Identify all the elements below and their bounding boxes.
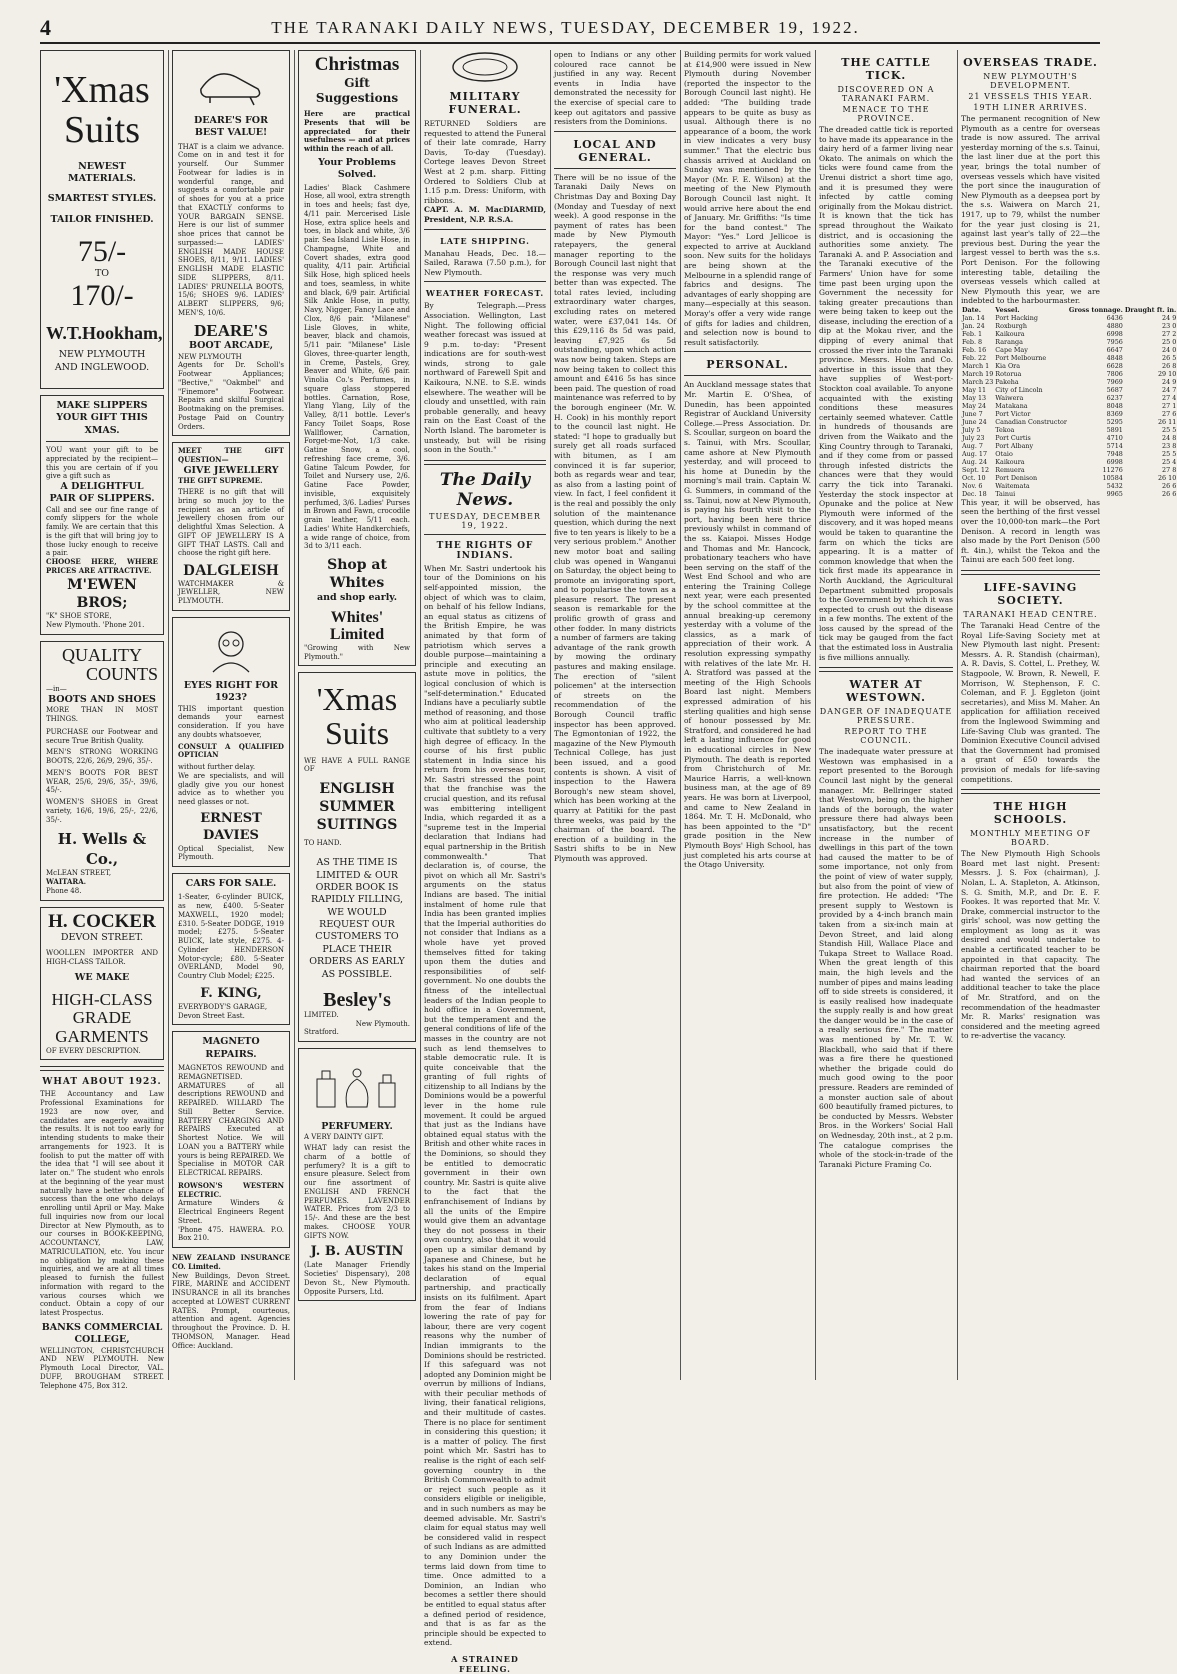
table-cell: Rotorua — [995, 369, 1022, 378]
table-row — [961, 330, 1177, 338]
table-cell: May 11 — [962, 385, 987, 394]
article-headline: WATER AT WESTOWN. — [846, 678, 926, 705]
table-cell: Remuera — [995, 465, 1025, 474]
table-row — [961, 458, 1177, 466]
ad-body: MEN'S STRONG WORKING BOOTS, 22/6, 26/9, 29/6, 35/-. — [46, 748, 158, 766]
table-cell: Port Denison — [995, 473, 1038, 482]
ad-shop-name: J. B. AUSTIN — [310, 1244, 404, 1260]
table-cell: 5432 — [1106, 481, 1123, 490]
table-cell: 4880 — [1106, 321, 1123, 330]
ad-line: TAILOR FINISHED. — [50, 213, 154, 225]
table-row — [961, 402, 1177, 410]
ad-headline: MAKE SLIPPERS YOUR GIFT THIS XMAS. — [56, 399, 148, 436]
table-cell: 26 11 — [1157, 417, 1177, 426]
article-headline: LATE SHIPPING. — [440, 235, 530, 246]
table-cell: 24 9 — [1162, 313, 1177, 322]
ad-line: SMARTEST STYLES. — [47, 193, 157, 205]
ad-line: WE HAVE A FULL RANGE OF — [304, 756, 410, 774]
ad-dalgleish — [172, 442, 290, 610]
table-cell: 27 2 — [1162, 329, 1177, 338]
table-row — [961, 386, 1177, 394]
table-row — [961, 378, 1177, 386]
ad-shop-name: BANKS COMMERCIAL COLLEGE, — [41, 1321, 163, 1346]
ad-shop-name: ROWSON'S WESTERN ELECTRIC. — [178, 1180, 284, 1199]
price-to: 170/- — [70, 279, 134, 312]
ad-austin — [298, 1048, 416, 1301]
table-cell: Port Curtis — [995, 433, 1031, 442]
article-headline: MILITARY FUNERAL. — [448, 90, 522, 116]
table-cell: May 13 — [962, 393, 987, 402]
table-cell: 24 0 — [1162, 345, 1177, 354]
ad-shop-name: NEW ZEALAND INSURANCE CO. Limited. — [172, 1253, 290, 1271]
column-rule — [815, 50, 816, 1380]
ad-headline: Suits — [63, 108, 141, 151]
article-headline: THE CATTLE TICK. — [841, 56, 931, 82]
table-cell: 7956 — [1106, 337, 1123, 346]
ad-line: DEVON STREET. — [60, 932, 144, 944]
ad-body: WOMEN'S SHOES in Great variety, 16/6, 19/6, 25/-, 22/6, 35/-. — [46, 798, 158, 824]
ad-location: NEW PLYMOUTH — [58, 349, 146, 361]
article-body: There will be no issue of the Taranaki Daily News on Christmas Day and Boxing Day (Monday and Tuesday of next week). A good response in the payment of rates has been made by New Plymouth ratepayers, the general manager reporting to the Borough Council last night that the response was very much better than was expected. The total rates levied, including extraordinary water charges, excluding rates on metered water, were £37,041 14s. Of this £29,116 8s 5d was paid, leaving £7,925 6s 5d outstanding, upon which action was now being taken. Steps are now being taken to collect this amount and £416 5s has since been paid. The question of road maintenance was referred to by the borough engineer (Mr. W. H. Cook) in his monthly report to the council last night. He stated: "I hope to gradually but surely get all roads surfaced with bitumen, as I am convinced it is far superior, both as regards wear and tear, as also from a lasting point of view. In fact, I feel confident it is the real and possibly the only solution of the maintenance question, which during the next five to ten years is likely to be a very serious problem." Another new motor boat and sailing club was opened in Wanganui on Saturday, the object being to promote an invigorating sport, and to popularise the town as a pleasure resort. The present season is remarkable for the prolific growth of grass and other fodder. In many districts a number of farmers are taking advantage of the rank growth by mowing the ordinary pastures and making ensilage. The erection of "silent policemen" at the intersection of streets on the recommendation of the Borough Council traffic inspector has been approved. The Egmontonian of 1922, the magazine of the New Plymouth Technical College, has just been issued, and a good contents is shown. A visit of inspection to the Hawera Borough's new steam shovel, which has been working at the quarry at Patitiki for the past three weeks, was paid by the chairman of the board. The erection of a building in the Sastri shifts to be in New Plymouth was approved. — [554, 172, 676, 863]
article-headline: OVERSEAS TRADE. — [963, 56, 1098, 69]
article-body: When Mr. Sastri undertook his tour of the Dominions on his self-appointed mission, the object of which was to claim, on behalf of his fellow Indians, an equal status as citizens of the British Empire, he was animated by that form of patriotism which serves a double purpose—maintaining a principle and executing an astute move in politics, the logical conclusion of which is "self-determination." Educated Indians have a peculiarly subtle method of reasoning, and those who aim at political leadership cultivate that subtlety to a very high degree of efficacy. In the course of his first public statement in India since his return from his overseas tour, Mr. Sastri stressed the point that the franchise was the crucial question, and its refusal was embittering intelligent India, which regarded it as a "supreme test in the Imperial declaration that Indians had equal partnership in the British commonwealth." That declaration is, of course, the pivot on which all Mr. Sastri's arguments on the status Indians are based. The initial instalment of home rule that India has been granted implies that the Imperial authorities do not consider that Indians as a whole have yet proved themselves fitted for taking upon them the duties and responsibilities of self-government. No one doubts the fitness of the intellectual leaders of the Indian people to hold office in a Government, but the temperament and the general conditions of life of the masses in the country are not such as lend themselves to stable democratic rule. It is quite conceivable that the granting of full rights of citizenship to all Indians by the Dominions would be a powerful lever in the home rule movement. It could be argued that just as the Indians have obtained equal status with the British and other white races in the Dominions, so should they be entitled to democratic government in their own country. Mr. Sastri is quite alive to the fact that the enfranchisement of Indians by all the units of the Empire would give them an advantage they do not possess in their own country, also that it would open up a similar demand by Japanese and Chinese, but he takes his stand on the Imperial declaration of equal partnership, and practically insists on its fulfilment. Apart from the fear of Indians lowering the rate of pay for labour, there are very cogent reasons why the number of Indian immigrants to the Dominions should be restricted. If this safeguard was not adopted any Dominion might be overrun by millions of Indians, with their peculiar methods of living, their fanatical religions, and their multitude of castes. There is no place for sentiment in considering this question; it is a matter of policy. The first point which Mr. Sastri has to realise is the right of each self-governing country in the British Commonwealth to admit or reject such people as it considers eligible or ineligible, and in such numbers as may be deemed advisable. Mr. Sastri's claim for equal status may well be considered valid in respect of such Indians as are admitted to any Dominion under the terms laid down from time to time. Once admitted to a Dominion, an Indian who becomes a settler there should be entitled to equal status after a defined period of residence, and that is as far as the principle should be expected to extend. — [424, 563, 546, 1648]
article-subheadline: 21 VESSELS THIS YEAR. — [968, 92, 1093, 101]
article-body: The New Plymouth High Schools Board met last night. Present: Messrs. J. S. Fox (chairman), J. Nolan, L. A. Stapleton, A. Atkinson, S. G. Smith, M.P., and Dr. E. F. Fookes. It was reported that Mr. V. Drake, commercial instructor to the girls' school, was now getting the employment as long as it was desired and would undertake to enable a certificated teacher to be appointed in that capacity. The chairman reported that the board had wanted the services of an additional teacher to take the place of Mr. Stratford, and on the recommendation of the headmaster Mr. R. Marks' resignation was considered and the meeting agreed to re-advertise the vacancy. — [961, 849, 1100, 1041]
table-cell: Matakana — [995, 401, 1028, 410]
table-cell: Feb. 16 — [962, 345, 987, 354]
ad-line: New Plymouth. — [355, 1019, 410, 1028]
ad-body: Agents for Dr. Scholl's Footwear Appliances; "Bective," "Oakmbel" and "Finemore" Footwear. Repairs and skilful Surgical Bootmaking on the premises. Postage Paid on Country Orders. — [178, 361, 284, 431]
table-row — [961, 434, 1177, 442]
ad-headline: MEET THE GIFT QUESTION— — [178, 446, 284, 465]
table-row — [961, 474, 1177, 482]
ad-line: McLEAN STREET, — [46, 869, 112, 878]
ad-rowson — [172, 1031, 290, 1248]
ad-headline: EYES RIGHT FOR 1923? — [183, 679, 279, 704]
table-cell: March 1 — [962, 361, 990, 370]
table-cell: 9965 — [1106, 489, 1123, 498]
table-header-cell: Gross tonnage. — [1068, 305, 1123, 314]
table-cell: 4710 — [1106, 433, 1123, 442]
table-cell: 23 0 — [1162, 321, 1177, 330]
table-cell: 8369 — [1106, 409, 1123, 418]
table-cell: 26 6 — [1162, 489, 1177, 498]
ad-headline: BEST VALUE! — [194, 127, 268, 139]
table-row — [961, 482, 1177, 490]
table-cell: 7969 — [1106, 377, 1123, 386]
table-cell: 6647 — [1106, 345, 1123, 354]
ad-line: "K" SHOE STORE, — [46, 612, 112, 621]
page-number: 4 — [40, 15, 51, 40]
ad-body: WELLINGTON, CHRISTCHURCH AND NEW PLYMOUTH. New Plymouth Local Director, VAL. DUFF, BROUGHAM STREET. Telephone 475, Box 312. — [40, 1346, 164, 1390]
ad-shop-name: F. KING, — [200, 985, 262, 1001]
column-rule — [550, 50, 551, 1380]
column-2 — [172, 50, 290, 1380]
ad-headline: GIVE JEWELLERY — [183, 464, 279, 476]
article-headline: A STRAINED FEELING. — [451, 1653, 519, 1674]
article-body: The inadequate water pressure at Westown was emphasised in a report presented to the Borough Council last night by the general manager. Mr. Bellringer stated that Westown, being on the higher lands of the borough, the water pressure there had always been unsatisfactory, but the recent increase in the number of dwellings in this part of the town had caused the matter to be of some importance, not only from the point of view of water supply, but also from the point of view of fire protection. He added: "The present supply to Westown is provided by a 4-inch branch main taken from a six-inch main at Devon Street, and laid along Standish Hill, Wallace Place and Tukapa Street to Wallace Road. When the great length of this main, the high levels and the number of pipes and mains leading off to side streets is considered, it is easily realised how inadequate the supply really is and how great the danger would be in the case of a really serious fire." The matter was mentioned by Mr. T. W. Blackball, who said that if there was a fire there he questioned whether the brigade could do much good owing to the poor pressure. Readers are reminded of a monster auction sale of about 600 beautifully framed pictures, to be conducted by Messrs. Webster Bros. in the Workers' Social Hall on Wednesday, 20th inst., at 2 p.m. The catalogue comprises the whole of the stock-in-trade of the Taranaki Picture Framing Co. — [819, 747, 954, 1169]
article-body: RETURNED Soldiers are requested to attend the Funeral of their late comrade, Harry Davis, To-day (Tuesday). Cortege leaves Devon Street West at 2 p.m. sharp. Fitting Ordered to Soldiers Club at 1.15 p.m. Dress: Uniform, with ribbons. — [424, 119, 546, 205]
table-cell: Jan. 24 — [962, 321, 985, 330]
ad-line: WAITARA. — [46, 877, 87, 887]
ad-line: Phone 48. — [46, 886, 82, 895]
table-cell: 7948 — [1106, 449, 1123, 458]
table-row — [961, 370, 1177, 378]
rsa-badge-icon — [450, 50, 520, 84]
ad-line: —in— — [46, 685, 67, 694]
article-body: The dreaded cattle tick is reported to have made its appearance in the dairy herd of a farmer living near Okato. The animals on which the ticks were found came from the Urenui district a short time ago, and it is presumed they were infected by cattle coming originally from the Mokau district. It is known that the tick has spread throughout the Waikato district, and is occasioning the authorities some anxiety. The Taranaki A. and P. Association and the Taranaki executive of the Farmers' Union have for some time past been urging upon the Government the necessity for taking greater precautions than were being taken to keep out the disease, including the erection of a dip at the Mokau river, and the dipping of every animal that crossed the river into the Taranaki province. Messrs. Holm and Co. advertise in this issue that they have supplies of West-port-Stockton coal available. To anyone acquainted with the existing conditions these measures certainly seemed whatever. Cattle in hundreds of thousands are driven from the Waikato and the King Country through to Taranaki, and if they come from or passed through infested districts the chances were that they would carry the tick into Taranaki. Yesterday the stock inspector at Opunake and the police at New Plymouth were informed of the discovery, and it was hoped means would be taken to quarantine the farm on which the ticks are appearing. It is a matter of common knowledge that when the tick first made its appearance in North Auckland, the Agricultural Department submitted proposals to the Government by which it was expected to crush out the disease in a few months. The extent of the loss caused by the spread of the tick may be gauged from the fact that the estimated loss in Australia is five millions annually. — [819, 125, 953, 662]
table-row — [961, 418, 1177, 426]
ad-whites — [298, 50, 416, 666]
ad-line: Shop at Whites — [327, 557, 387, 592]
table-cell: June 24 — [962, 417, 987, 426]
table-cell: 27 1 — [1162, 401, 1177, 410]
table-cell: 24 8 — [1162, 433, 1177, 442]
ad-headline: Christmas — [314, 54, 400, 75]
perfume-bottles-illustration — [307, 1057, 407, 1113]
article-subheadline: DANGER OF INADEQUATE PRESSURE. — [819, 707, 953, 726]
ad-body: MAGNETOS REWOUND and REMAGNETISED. ARMATURES of all descriptions REWOUND and REPAIRED. WILLARD The Still Better Service. BATTERY CHARGING AND REPAIRS Executed at Shortest Notice. We will LOAN you a BATTERY while yours is being REPAIRED. We Specialise in MOTOR CAR ELECTRICAL REPAIRS. — [178, 1064, 284, 1178]
table-cell: 26 5 — [1162, 353, 1177, 362]
table-cell: Tainui — [995, 489, 1016, 498]
ad-headline: 'Xmas — [316, 681, 398, 718]
article-headline: WEATHER FORECAST. — [425, 288, 545, 299]
table-cell: 23 8 — [1162, 441, 1177, 450]
ad-line: OF EVERY DESCRIPTION. — [46, 1046, 141, 1055]
ad-line: 'Phone 475. HAWERA. P.O. Box 210. — [178, 1225, 284, 1243]
table-row — [961, 338, 1177, 346]
article-subheadline: NEW PLYMOUTH'S DEVELOPMENT. — [983, 72, 1078, 90]
vessel-table-header — [961, 306, 1177, 314]
table-cell: 26 6 — [1162, 481, 1177, 490]
ad-line: WE MAKE — [74, 972, 130, 984]
ad-shop-name: W.T.Hookham, — [46, 322, 163, 343]
ad-line: EVERYBODY'S GARAGE, — [178, 1002, 268, 1011]
article-headline: LIFE-SAVING SOCIETY. — [983, 581, 1078, 608]
article-subheadline: REPORT TO THE COUNCIL. — [844, 727, 928, 746]
table-row — [961, 314, 1177, 322]
table-cell: Roxburgh — [995, 321, 1028, 330]
column-rule — [957, 50, 958, 1380]
ad-headline: Your Problems Solved. — [318, 156, 396, 181]
ad-headline: HIGH-CLASS — [51, 989, 153, 1009]
table-cell: Dec. 18 — [962, 489, 987, 498]
column-rule — [680, 50, 681, 1380]
ad-line: BOOT ARCADE, — [188, 340, 274, 352]
ad-headline: MAGNETO REPAIRS. — [202, 1036, 260, 1060]
table-header-cell: Draught ft. in. — [1124, 305, 1177, 314]
date-line: TUESDAY, DECEMBER 19, 1922. — [429, 511, 541, 530]
ad-body: THERE is no gift that will bring so much joy to the recipient as an article of Jewellery chosen from our delightful Xmas Selection. A GIFT OF JEWELLERY IS A GIFT THAT LASTS. Call and choose the right gift here. — [178, 488, 284, 558]
ad-headline: DEARE'S FOR — [194, 115, 268, 126]
optician-portrait — [201, 626, 261, 672]
column-8 — [961, 50, 1177, 1380]
ad-shop-name: H. Wells & Co., — [57, 830, 147, 868]
table-cell: 6998 — [1106, 457, 1123, 466]
ad-headline: PERFUMERY. — [321, 1121, 393, 1133]
column-rule — [294, 50, 295, 1380]
table-cell: 6237 — [1106, 393, 1123, 402]
table-cell: Kaikoura — [995, 457, 1025, 466]
table-cell: 29 10 — [1157, 369, 1177, 378]
table-cell: 27 4 — [1162, 393, 1177, 402]
table-cell: 25 4 — [1162, 457, 1177, 466]
ad-besley — [298, 672, 416, 1042]
table-cell: 24 7 — [1162, 385, 1177, 394]
ad-headline: ENGLISH SUMMER SUITINGS — [316, 781, 398, 834]
ad-line: and shop early. — [316, 592, 398, 604]
ad-headline: CARS FOR SALE. — [185, 878, 277, 890]
ad-line: without further delay. — [178, 763, 256, 772]
table-cell: City of Lincoln — [995, 385, 1043, 394]
table-row — [961, 410, 1177, 418]
article-headline: THE HIGH SCHOOLS. — [993, 800, 1068, 827]
ad-line: A DELIGHTFUL PAIR OF SLIPPERS. — [49, 481, 155, 505]
table-cell: May 24 — [962, 401, 987, 410]
table-cell: March 23 — [962, 377, 994, 386]
ad-line: CHOOSE HERE, WHERE PRICES ARE ATTRACTIVE. — [46, 557, 158, 575]
ad-line: NEW PLYMOUTH — [178, 352, 242, 361]
ad-shop-name: ERNEST DAVIES — [200, 810, 262, 843]
ad-headline: GARMENTS — [55, 1026, 149, 1046]
ad-shop-name: DEARE'S — [194, 320, 268, 340]
table-cell: 27 6 — [1162, 409, 1177, 418]
ad-cocker — [40, 907, 164, 1061]
article-body: By Telegraph.—Press Association. Wellington, Last Night. The following official weather forecast was issued at 9 p.m. to-day: "Present indications are for south-west winds, strong to gale northward of Farewell Spit and Kaikoura, N.NE. to S.E. winds elsewhere. The weather will be cloudy and unsettled, with rain probable generally, and heavy rain on the East Coast of the North Island. The barometer is unsteady, but will be rising soon in the South." — [424, 301, 546, 455]
table-cell: Port Victor — [995, 409, 1031, 418]
ad-location: AND INGLEWOOD. — [54, 361, 150, 373]
ad-line: (Late Manager Friendly Societies' Dispensary), 208 Devon St., New Plymouth. Opposite Pursers, Ltd. — [304, 1261, 410, 1296]
table-cell: March 19 — [962, 369, 994, 378]
ad-shop-name: Besley's — [323, 988, 391, 1011]
article-headline: PERSONAL. — [706, 358, 789, 372]
ad-line: Armature Winders & Electrical Engineers Regent Street. — [178, 1199, 284, 1225]
newspaper-name: The Daily News. — [439, 469, 531, 510]
ad-wells — [40, 641, 164, 901]
column-rule — [168, 50, 169, 1380]
table-cell: 10584 — [1102, 473, 1123, 482]
table-cell: Sept. 12 — [962, 465, 990, 474]
table-cell: July 5 — [962, 425, 981, 434]
table-cell: Port Melbourne — [995, 353, 1047, 362]
column-6 — [684, 50, 811, 1380]
table-cell: 5295 — [1106, 417, 1123, 426]
table-cell: 25 5 — [1162, 425, 1177, 434]
ad-headline: WHAT ABOUT 1923. — [42, 1077, 162, 1088]
ad-shop-name: Whites' Limited — [329, 608, 385, 644]
ad-line: BOOTS AND SHOES — [48, 693, 156, 705]
table-cell: Pakeha — [995, 377, 1019, 386]
table-cell: 26 8 — [1162, 361, 1177, 370]
table-cell: Waiwera — [995, 393, 1024, 402]
article-body: Manahau Heads, Dec. 18.—Sailed, Rarawa (7.50 p.m.), for New Plymouth. — [424, 248, 546, 277]
price-to-label: TO — [94, 267, 110, 279]
article-subheadline: MONTHLY MEETING OF BOARD. — [969, 829, 1092, 848]
table-cell: 24 9 — [1162, 377, 1177, 386]
column-1 — [40, 50, 164, 1390]
ad-shop-name: H. COCKER — [48, 910, 156, 932]
table-cell: Otaio — [995, 449, 1013, 458]
table-cell: Feb. 8 — [962, 337, 983, 346]
ad-king — [172, 873, 290, 1025]
ad-line: A VERY DAINTY GIFT. — [304, 1133, 384, 1142]
table-row — [961, 450, 1177, 458]
ad-line: WOOLLEN IMPORTER AND HIGH-CLASS TAILOR. — [46, 948, 158, 966]
ad-deare — [172, 50, 290, 436]
table-cell: Waitemata — [995, 481, 1030, 490]
price-from: 75/- — [77, 235, 127, 269]
ad-body: 1-Seater, 6-cylinder BUICK, as new, £400. 5-Seater MAXWELL, 1920 model; £310. 5-Seater DODGE, 1919 model; £275. 5-Seater BUICK, late style, £275. 4-Cylinder HENDERSON Motor-cycle; £80. 5-Seater OVERLAND, Model 90, Country Club Model; £225. — [178, 893, 284, 981]
vessel-table-body — [961, 314, 1177, 498]
ad-body: MEN'S BOOTS FOR BEST WEAR, 25/6, 29/6, 35/-, 39/6, 45/-. — [46, 768, 158, 795]
table-cell: 6998 — [1106, 329, 1123, 338]
ad-body: Call and see our fine range of comfy slippers for the whole family. We are certain that this is the gift that will bring joy to those lucky enough to receive a pair. — [46, 505, 158, 558]
ad-headline: THE GIFT SUPREME. — [178, 476, 263, 486]
ad-shop-name: M'EWEN BROS; — [67, 576, 137, 611]
article-body: open to Indians or any other coloured race cannot be justified in any way. Recent events in India have demonstrated the necessity for the exercise of special care to keep out agitators and passive resisters from the Dominions. — [554, 50, 676, 127]
table-cell: 11276 — [1102, 465, 1123, 474]
table-row — [961, 346, 1177, 354]
table-cell: Kaikoura — [995, 329, 1025, 338]
table-row — [961, 322, 1177, 330]
ad-line: CONSULT A QUALIFIED OPTICIAN — [178, 741, 284, 760]
ad-line: Optical Specialist, New Plymouth. — [178, 844, 284, 862]
article-headline: LOCAL AND GENERAL. — [573, 137, 657, 164]
column-7 — [819, 50, 953, 1380]
table-row — [961, 490, 1177, 498]
table-cell: 5687 — [1106, 385, 1123, 394]
ad-line: Here are practical Presents that will be appreciated for their usefulness — and at prices within the reach of all. — [304, 109, 410, 154]
ad-body: PURCHASE our Footwear and secure True British Quality. — [46, 727, 158, 745]
table-cell: Tekoa — [995, 425, 1015, 434]
column-rule — [420, 50, 421, 1380]
article-body: The permanent recognition of New Plymouth as a centre for overseas trade is now assured. The arrival yesterday morning of the s.s. Tainui, the last liner due at the port this year, brings the total number of overseas vessels which have visited the port since the inauguration of New Plymouth as a deepsea port by the s.s. Waiwera on March 21, 1917, up to 79, whilst the number for the year just closing is 21, against last year's tally of 22—the previous best. During the year the largest vessel to berth was the s.s. Port Denison. For the following interesting table, detailing the overseas vessels which called at New Plymouth this year, we are indebted to the harbourmaster. — [961, 114, 1100, 306]
ad-line: NEWEST MATERIALS. — [68, 160, 136, 185]
ad-line: Stratford. — [304, 1028, 339, 1037]
ad-line: Devon Street East. — [178, 1011, 245, 1020]
ad-headline: Gift Suggestions — [315, 75, 399, 106]
ad-line: MORE THAN IN MOST THINGS. — [46, 706, 158, 724]
ad-line: LIMITED. — [304, 1010, 339, 1019]
table-cell: Nov. 6 — [962, 481, 983, 490]
ad-body: We are specialists, and will gladly give you our honest advice as to whether you need glasses or not. — [178, 771, 284, 807]
ad-line: WATCHMAKER & JEWELLER, NEW PLYMOUTH. — [178, 579, 284, 606]
article-signature: CAPT. A. M. MacDIARMID, President, N.P. R.S.A. — [424, 205, 546, 224]
newspaper-title: THE TARANAKI DAILY NEWS, TUESDAY, DECEMBER 19, 1922. — [271, 18, 860, 37]
table-cell: 6628 — [1106, 361, 1123, 370]
table-cell: 8048 — [1106, 401, 1123, 410]
table-row — [961, 362, 1177, 370]
table-header-cell: Vessel. — [995, 305, 1020, 314]
table-cell: Kia Ora — [995, 361, 1021, 370]
table-row — [961, 466, 1177, 474]
table-cell: 25 0 — [1162, 337, 1177, 346]
column-5 — [554, 50, 676, 1380]
table-cell: 25 5 — [1162, 449, 1177, 458]
table-cell: Raranga — [995, 337, 1023, 346]
ad-body: THAT is a claim we advance. Come on in and test it for yourself. Our Summer Footwear for ladies is in wonderful range, and suggests a comfortable pair of shoes for you at a price that EXACTLY conforms to YOUR BARGAIN SENSE. Here is our list of summer shoe prices that cannot be surpassed:— LADIES' ENGLISH MADE HOUSE SHOES, 8/11, 9/11. LADIES' ENGLISH MADE ELASTIC SIDE SLIPPERS, 8/11. LADIES' PRUNELLA BOOTS, 15/6; SHOES 9/6. LADIES' ALBERT SLIPPERS, 9/6; MEN'S, 10/6. — [178, 142, 284, 317]
ad-headline: Suits — [324, 715, 390, 752]
table-row — [961, 394, 1177, 402]
article-body: This year, it will be observed, has seen the berthing of the first vessel over the 10,000-ton mark—the Port Denison. A record in length was also made by the Port Denison (500 ft. 4in.), whilst the Tekoa and the Tainui are each 500 feet long. — [961, 497, 1100, 565]
masthead — [40, 14, 1100, 44]
table-cell: 5714 — [1106, 441, 1123, 450]
table-cell: 4848 — [1106, 353, 1123, 362]
ad-body: AS THE TIME IS LIMITED & OUR ORDER BOOK IS RAPIDLY FILLING, WE WOULD REQUEST OUR CUSTOMERS TO PLACE THEIR ORDERS AS EARLY AS POSSIBLE. — [309, 857, 405, 980]
ad-hookham — [40, 50, 164, 389]
ad-mcewen — [40, 395, 164, 635]
ad-body: YOU want your gift to be appreciated by the recipient—this you are certain of if you give a gift such as — [46, 446, 158, 481]
table-cell: Aug. 24 — [962, 457, 988, 466]
ad-line: "Growing with New Plymouth." — [304, 643, 410, 661]
ad-headline: COUNTS — [85, 664, 158, 685]
table-row — [961, 442, 1177, 450]
ad-headline: 'Xmas — [54, 69, 150, 111]
table-cell: 6436 — [1106, 313, 1123, 322]
table-cell: Canadian Constructor — [995, 417, 1067, 426]
table-row — [961, 354, 1177, 362]
table-cell: Feb. 1 — [962, 329, 983, 338]
article-body: An Auckland message states that Mr. Martin E. O'Shea, of Dunedin, has been appointed Registrar of Auckland University College.—Press Association. Dr. S. Scoullar, surgeon on board the s. Tainui, with Mrs. Scoullar, came ashore at New Plymouth yesterday, and will proceed to his home at Dunedin by the morning's mail train. Captain W. G. Summers, in command of the ss. Tainui, now at New Plymouth, is paying his fourth visit to the port, having been here thrice previously whilst in command of the ss. Kaiapoi. Misses Hodge and Thomas and Mr. Hancock, probationary teachers who have been serving on the staff of the West End School and who are entering the Training College next year, were each presented by the school committee at the annual breaking-up ceremony yesterday with a volume of the classics, as a mark of appreciation of their work. A resolution expressing sympathy with relatives of the late Mr. H. A. Stratford was passed at the meeting of the High Schools Board last night. Members expressed admiration of his sterling qualities and high sense of honour possessed by Mr. Stratford, and considered he had left a lasting influence for good in educational circles in New Plymouth. The death is reported from Christchurch of Mr. Maurice Harris, a well-known business man, at the age of 89 years. He was born at Liverpool, and came to New Zealand in 1864. Mr. T. H. McDonald, who has been appointed to the "D" grade position in the New Plymouth Boys' High School, has just completed his arts course at the Otago University. — [684, 380, 811, 870]
ad-davies — [172, 617, 290, 867]
table-cell: Cape May — [995, 345, 1028, 354]
ad-body: THE Accountancy and Law Professional Examinations for 1923 are now over, and candidates are eagerly awaiting the results. It is not too early for intending students to make their arrangements for 1923. It is foolish to put the matter off with the idea that "I will see about it later on." The student who enrols at the beginning of the year must naturally have a better chance of success than the one who delays enrolling until April or May. Make full inquiries now from our local Director at New Plymouth, as to our courses in BOOK-KEEPING, ACCOUNTANCY, LAW, MATRICULATION, etc. You incur no obligation by making these inquiries, and we are at all times pleased to furnish the fullest information with regard to the various courses which we conduct. Obtain a copy of our latest Prospectus. — [40, 1090, 164, 1318]
table-header-cell: Date. — [962, 305, 981, 314]
ad-headline: QUALITY — [62, 644, 142, 665]
ad-line: TO HAND. — [304, 838, 342, 847]
table-cell: 5891 — [1106, 425, 1123, 434]
table-cell: June 7 — [962, 409, 983, 418]
table-row — [961, 426, 1177, 434]
table-cell: 7806 — [1106, 369, 1123, 378]
article-subheadline: TARANAKI HEAD CENTRE. — [963, 610, 1098, 620]
table-cell: Feb. 22 — [962, 353, 987, 362]
table-cell: Aug. 7 — [962, 441, 983, 450]
table-cell: Jan. 14 — [962, 313, 985, 322]
ad-body: THIS important question demands your earnest consideration. If you have any doubts whatsoever, — [178, 704, 284, 739]
ad-headline: GRADE — [72, 1008, 132, 1028]
table-cell: Port Hacking — [995, 313, 1038, 322]
ad-body: New Buildings, Devon Street. FIRE, MARINE and ACCIDENT INSURANCE in all its branches accepted at LOWEST CURRENT RATES. Prompt, courteous, attention and agent. Agencies throughout the Province. D. H. THOMSON, Manager. Head Office: Auckland. — [172, 1271, 290, 1350]
table-cell: Port Albany — [995, 441, 1034, 450]
article-body: Building permits for work valued at £14,900 were issued in New Plymouth during November (reported the inspector to the Borough Council last night). He added: "The building trade appears to be quite as busy as usual. Although there is no appearance of a boom, the work in view indicates a very busy summer." That the electric bus chassis arrived at Auckland on Sunday was mentioned by the Mayor (Mr. F. E. Wilson) at the meeting of the New Plymouth Borough Council last night. It would arrive here about the end of January. Mr. Griffiths: "Is time for the band contest." The Mayor: "Yes." Lord Jellicoe is expected to arrive at Auckland soon. New suits for the holidays are being shown at the Melbourne in a splendid range of fabrics and designs. The advantages of early shopping are many—especially at this season. Moray's offer a very wide range of gifts for ladies and children, and selection now is bound to result satisfactorily. — [684, 50, 811, 347]
article-body: The Taranaki Head Centre of the Royal Life-Saving Society met at New Plymouth last night. Present: Messrs. A. R. Standish (chairman), A. R. Davis, S. Cottel, L. Prethey, W. Stagpoole, W. Brown, R. Newell, F. Morrison, W. Stephenson, F. C. Coleman, and F. J. Eggleton (joint secretaries), and Miss M. Maher. An application for affiliation received from the Inglewood Swimming and Life-Saving Club was granted. The Dominion Executive Council advised that the Government had promised a grant of £50 towards the provision of medals for life-saving competitions. — [961, 621, 1100, 784]
ad-body: Ladies' Black Cashmere Hose, all wool, extra strength in toes and heels; fast dye, 4/11 pair. Mercerised Lisle Hose, extra splice heels and toes, in black and white, 3/6 pair. Sea Island Lisle Hose, in Champagne, White and Covert shades, extra good quality, 4/11 pair. Artificial Silk Hose, high spliced heels and toes, seamless, in white and black, 6/9 pair. Artificial Silk Ankle Hose, in putty, Navy, Nigger, Fancy Lace and Clox, 8/6 pair. "Milanese" Lisle Gloves, in white, beaver, black and chamois, 5/11 pair. "Milanese" Lisle Gloves, three-quarter length, in Creme, Pastels, Grey, Beaver and White, 6/6 pair. Vinolia Co.'s Perfumes, in square glass stoppered bottles. Carnation, Rose, Ylang Ylang, Lily of the Valley, 8/11 bottle. Lever's Fancy Toilet Soaps, Rose Wallflower, Carnation, Forget-me-Not, 1/3 cake. Gatine Snow, a cool, refreshing face creme, 3/6. Gatine Talcum Powder, for Toilet and Nursery use, 2/6. Gatine Face Powder, invisible, exquisitely perfumed, 3/6. Ladies' Purses in Brown and Fawn, crocodile grain leather, 5/11 each. Ladies' White Handkerchiefs, a wide range of choice, from 3d to 3/11 each. — [304, 183, 411, 551]
article-subheadline: MENACE TO THE PROVINCE. — [842, 105, 930, 123]
ad-shop-name: DALGLEISH — [183, 562, 279, 580]
table-cell: July 23 — [962, 433, 985, 442]
column-4 — [424, 50, 546, 1674]
ad-line: New Plymouth. 'Phone 201. — [46, 620, 145, 629]
table-cell: Oct. 10 — [962, 473, 986, 482]
vessel-table — [961, 306, 1177, 498]
ad-body: WHAT lady can resist the charm of a bottle of perfumery? It is a gift to ensure pleasure. Select from our fine assortment of ENGLISH AND FRENCH PERFUMES. LAVENDER WATER. Prices from 2/3 to 15/-. And these are the best makes. CHOOSE YOUR GIFTS NOW. — [304, 1144, 410, 1240]
column-3 — [298, 50, 416, 1380]
article-subheadline: DISCOVERED ON A TARANAKI FARM. — [837, 85, 935, 103]
table-cell: 26 10 — [1157, 473, 1177, 482]
shoe-illustration — [196, 59, 266, 107]
table-cell: 27 8 — [1162, 465, 1177, 474]
table-cell: Aug. 17 — [962, 449, 988, 458]
article-subheadline: 19TH LINER ARRIVES. — [973, 103, 1088, 112]
article-headline: THE RIGHTS OF INDIANS. — [436, 540, 534, 561]
